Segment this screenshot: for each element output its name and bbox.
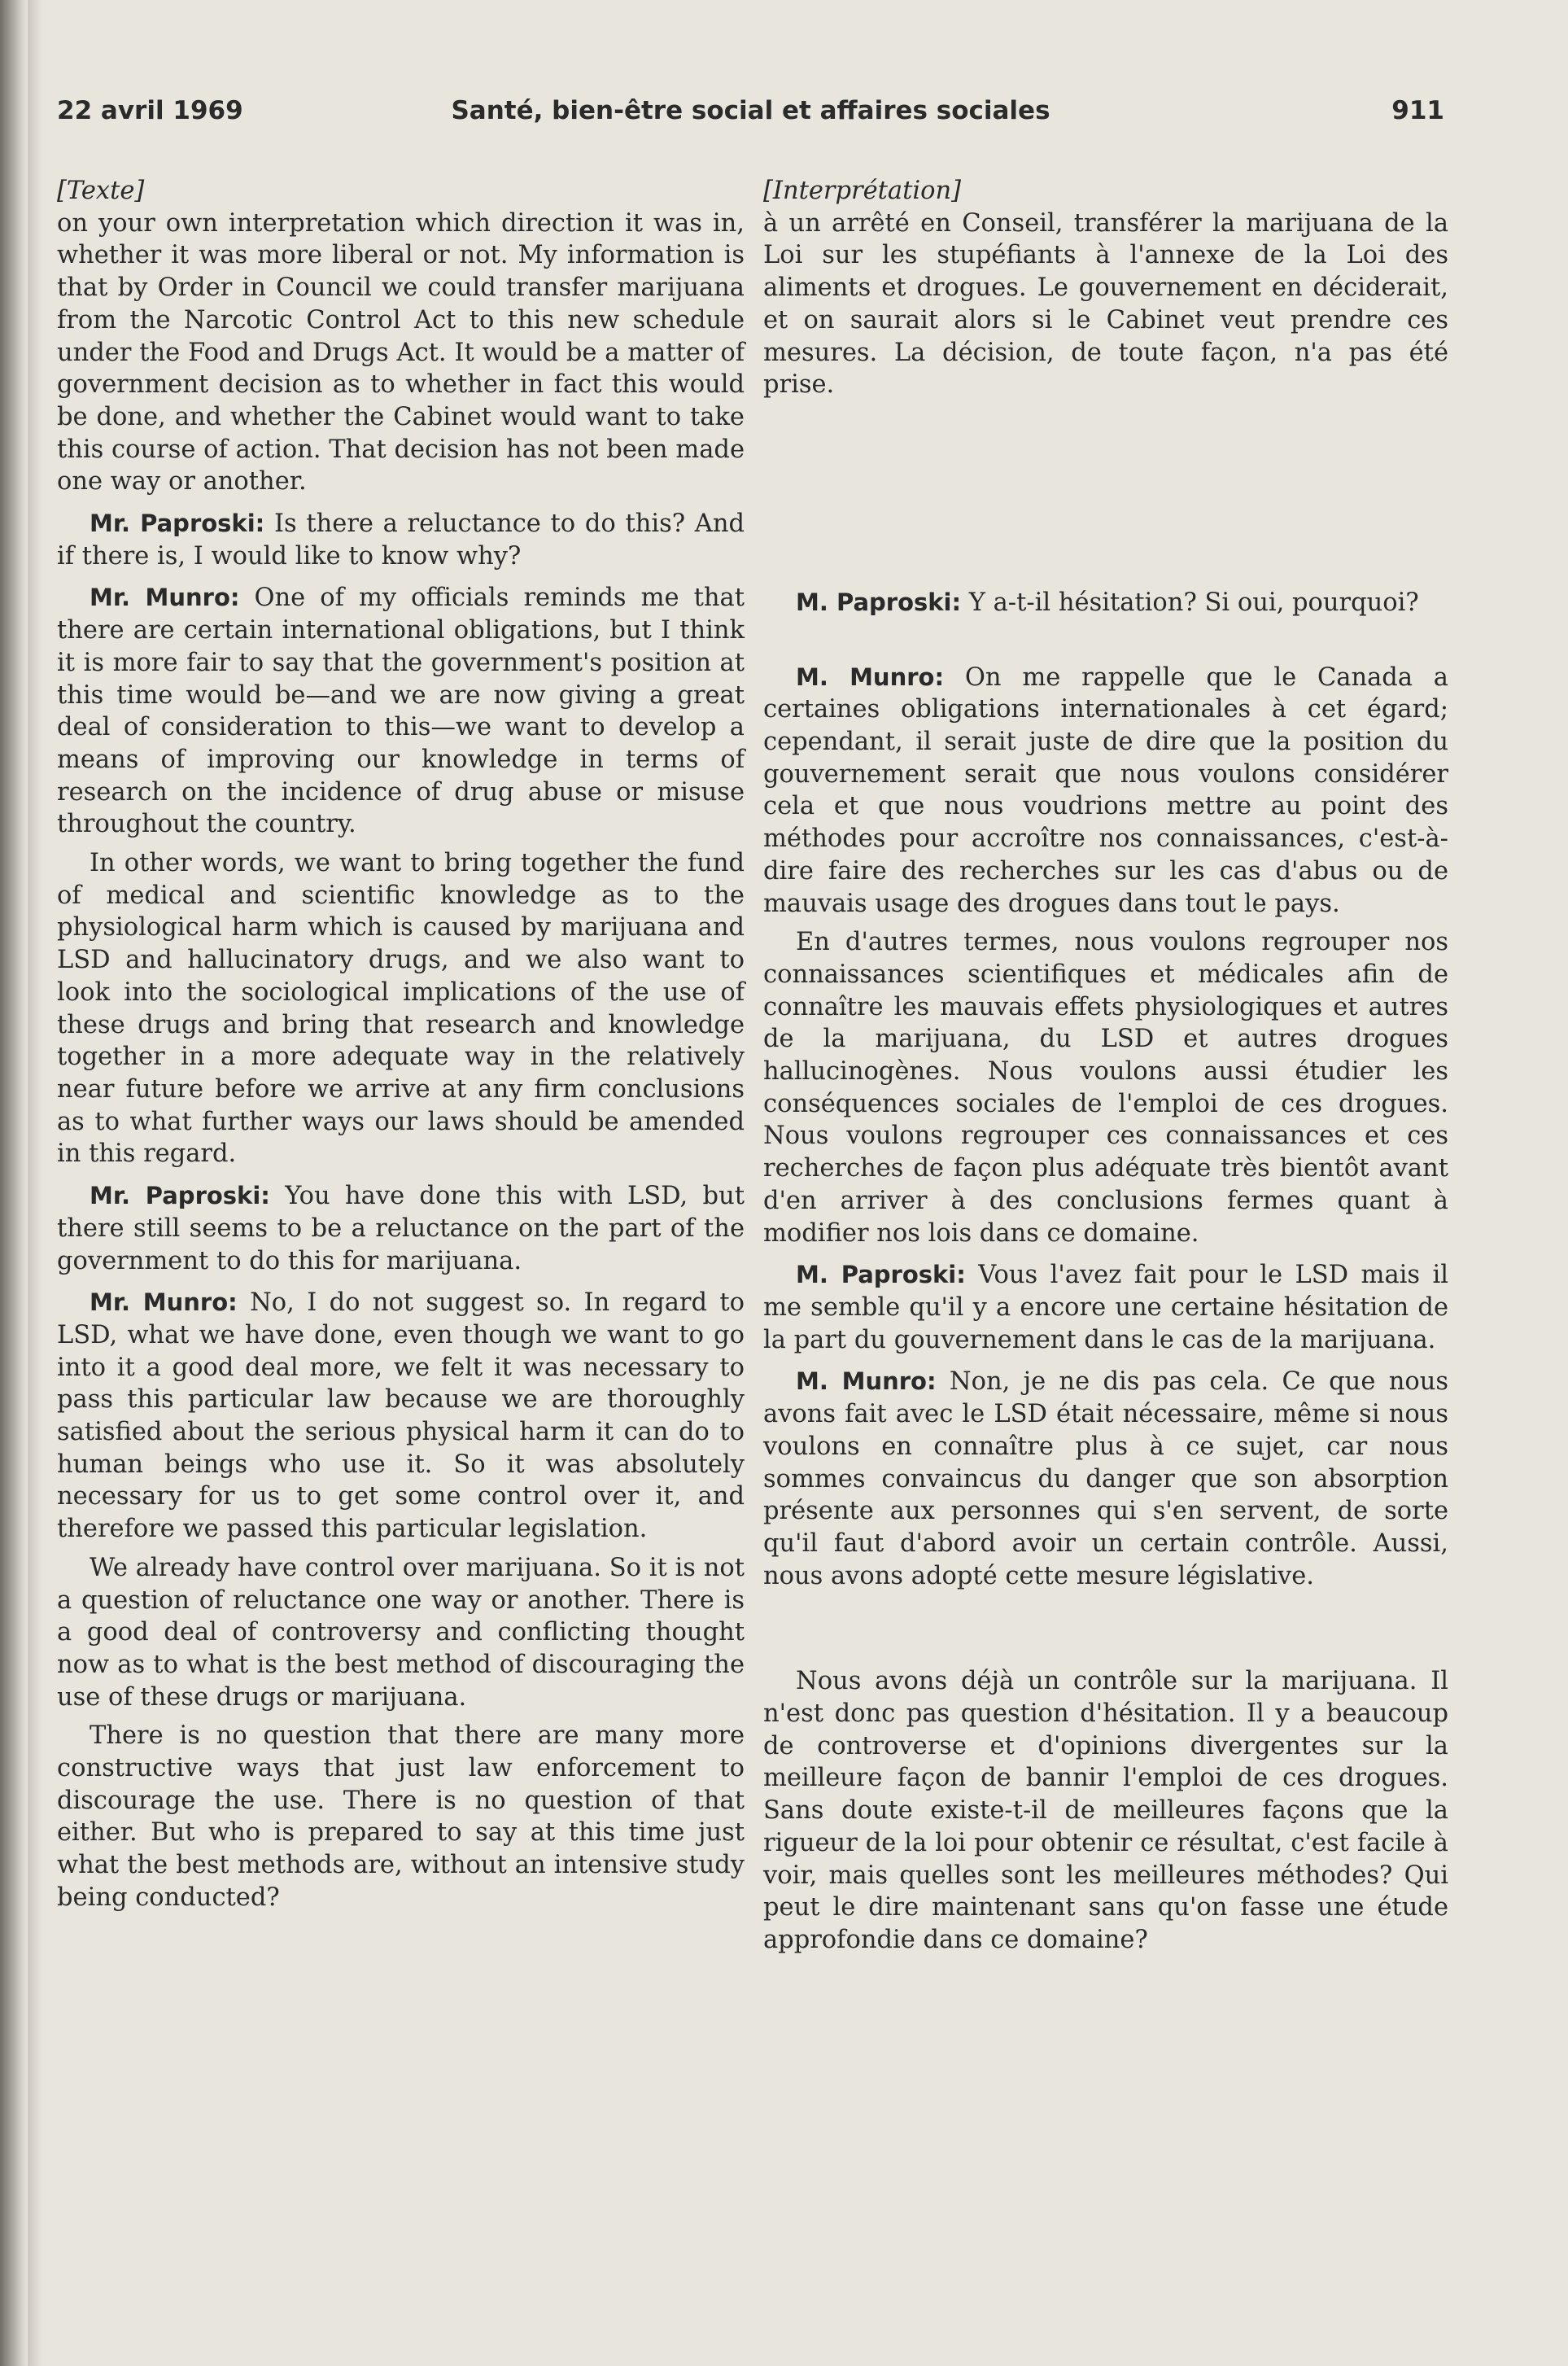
paragraph-text: à un arrêté en Conseil, transférer la marijuana de la Loi sur les stupéfiants à l'annexe de la Loi des aliments et drogues. Le gouvernement en déciderait, et on saurait alors si le Cabinet veut prendre ces mesures. La décision, de toute façon, n'a pas été prise. <box>763 208 1448 400</box>
paragraph-text: Vous l'avez fait pour le LSD mais il me semble qu'il y a encore une certaine hésitation de la part du gouvernement dans le cas de la marijuana. <box>763 1261 1448 1354</box>
paragraph <box>57 1720 745 1913</box>
paragraph-text: On me rappelle que le Canada a certaines obligations internationales à cet égard; cependant, il serait juste de dire que la position du gouvernement serait que nous voulons considérer cela et que nous voudrions mettre au point des méthodes pour accroître nos connaissances, c'est-à-dire faire des recherches sur les cas d'abus ou de mauvais usage des drogues dans tout le pays. <box>763 663 1448 918</box>
page-header <box>57 96 1444 137</box>
speaker-label: Mr. Paproski: <box>90 509 265 538</box>
speaker-label: M. Munro: <box>796 663 945 691</box>
right-column <box>763 175 1448 2242</box>
paragraph <box>763 1665 1448 1956</box>
paragraph <box>763 587 1448 619</box>
paragraph <box>57 1287 745 1546</box>
paragraph-text: Non, je ne dis pas cela. Ce que nous avons fait avec le LSD était nécessaire, même si nous voulons en connaître plus à ce sujet, car nous sommes convaincus du danger que son absorption présente aux personnes qui s'en servent, de sorte qu'il faut d'abord avoir un certain contrôle. Aussi, nous avons adopté cette mesure législative. <box>763 1367 1448 1590</box>
paragraph-text: Nous avons déjà un contrôle sur la marijuana. Il n'est donc pas question d'hésitation. Il y a beaucoup de controverse et d'opinions divergentes sur la meilleure façon de bannir l'emploi de ces drogues. Sans doute existe-t-il de meilleures façons que la rigueur de la loi pour obtenir ce résultat, c'est facile à voir, mais quelles sont les meilleures méthodes? Qui peut le dire maintenant sans qu'on fasse une étude approfondie dans ce domaine? <box>763 1667 1448 1954</box>
header-title: Santé, bien-être social et affaires sociales <box>451 96 1050 125</box>
speaker-label: Mr. Munro: <box>90 1288 238 1317</box>
paragraph-text: No, I do not suggest so. In regard to LSD, what we have done, even though we want to go into it a good deal more, we felt it was necessary to pass this particular law because we are thoroughly satisfied about the serious physical harm it can do to human beings who use it. So it was absolutely necessary for us to get some control over it, and therefore we passed this particular legislation. <box>57 1288 745 1544</box>
left-column <box>57 175 745 2242</box>
paragraph <box>763 662 1448 921</box>
right-column-tag: [Interprétation] <box>763 177 961 205</box>
paragraph-text: In other words, we want to bring together the fund of medical and scientific knowledge as to the physiological harm which is caused by marijuana and LSD and hallucinatory drugs, and we also want to look into the sociological implications of the use of these drugs and bring that research and knowledge together in a more adequate way in the relatively near future before we arrive at any firm conclusions as to what further ways our laws should be amended in this regard. <box>57 849 745 1169</box>
header-date: 22 avril 1969 <box>57 96 243 125</box>
paragraph <box>57 508 745 572</box>
paragraph <box>57 847 745 1170</box>
page-number: 911 <box>1391 96 1444 125</box>
paragraph <box>57 208 745 498</box>
paragraph-text: En d'autres termes, nous voulons regrouper nos connaissances scientifiques et médicales afin de connaître les mauvais effets physiologiques et autres de la marijuana, du LSD et autres drogues hallucinogènes. Nous voulons aussi étudier les conséquences sociales de l'emploi de ces drogues. Nous voulons regrouper ces connaissances et ces recherches de façon plus adéquate très bientôt avant d'en arriver à des conclusions fermes quant à modifier nos lois dans ce domaine. <box>763 928 1448 1248</box>
paragraph <box>57 1180 745 1277</box>
speaker-label: M. Paproski: <box>796 1261 966 1289</box>
paragraph-text: on your own interpretation which direction it was in, whether it was more liberal or not. My information is that by Order in Council we could transfer marijuana from the Narcotic Control Act to this new schedule under the Food and Drugs Act. It would be a matter of government decision as to whether in fact this would be done, and whether the Cabinet would want to take this course of action. That decision has not been made one way or another. <box>57 208 745 496</box>
left-column-tag: [Texte] <box>57 177 145 205</box>
paragraph-text: You have done this with LSD, but there still seems to be a reluctance on the part of the government to do this for marijuana. <box>57 1182 745 1275</box>
speaker-label: Mr. Munro: <box>90 584 240 612</box>
paragraph-text: There is no question that there are many more constructive ways that just law enforcement to discourage the use. There is no question of that either. But who is prepared to say at this time just what the best methods are, without an intensive study being conducted? <box>57 1721 745 1912</box>
speaker-label: Mr. Paproski: <box>90 1182 270 1210</box>
paragraph <box>763 1259 1448 1356</box>
binding-spine <box>0 0 28 2366</box>
paragraph-text: One of my officials reminds me that there are certain international obligations, but I think it is more fair to say that the government's position at this time would be—and we are now giving a great deal of consideration to this—we want to develop a means of improving our knowledge in terms of research on the incidence of drug abuse or misuse throughout the country. <box>57 584 745 839</box>
paragraph-text: Is there a reluctance to do this? And if there is, I would like to know why? <box>57 509 745 571</box>
paragraph-text: We already have control over marijuana. So it is not a question of reluctance one way or another. There is a good deal of controversy and conflicting thought now as to what is the best method of discouraging the use of these drugs or marijuana. <box>57 1553 745 1712</box>
paragraph <box>763 208 1448 401</box>
binding-shadow <box>28 0 42 2366</box>
paragraph <box>763 1366 1448 1592</box>
speaker-label: M. Paproski: <box>796 588 962 616</box>
paragraph <box>57 1552 745 1714</box>
paragraph <box>763 926 1448 1249</box>
speaker-label: M. Munro: <box>796 1367 937 1396</box>
paragraph-text: Y a-t-il hésitation? Si oui, pourquoi? <box>968 588 1419 617</box>
paragraph <box>57 582 745 841</box>
